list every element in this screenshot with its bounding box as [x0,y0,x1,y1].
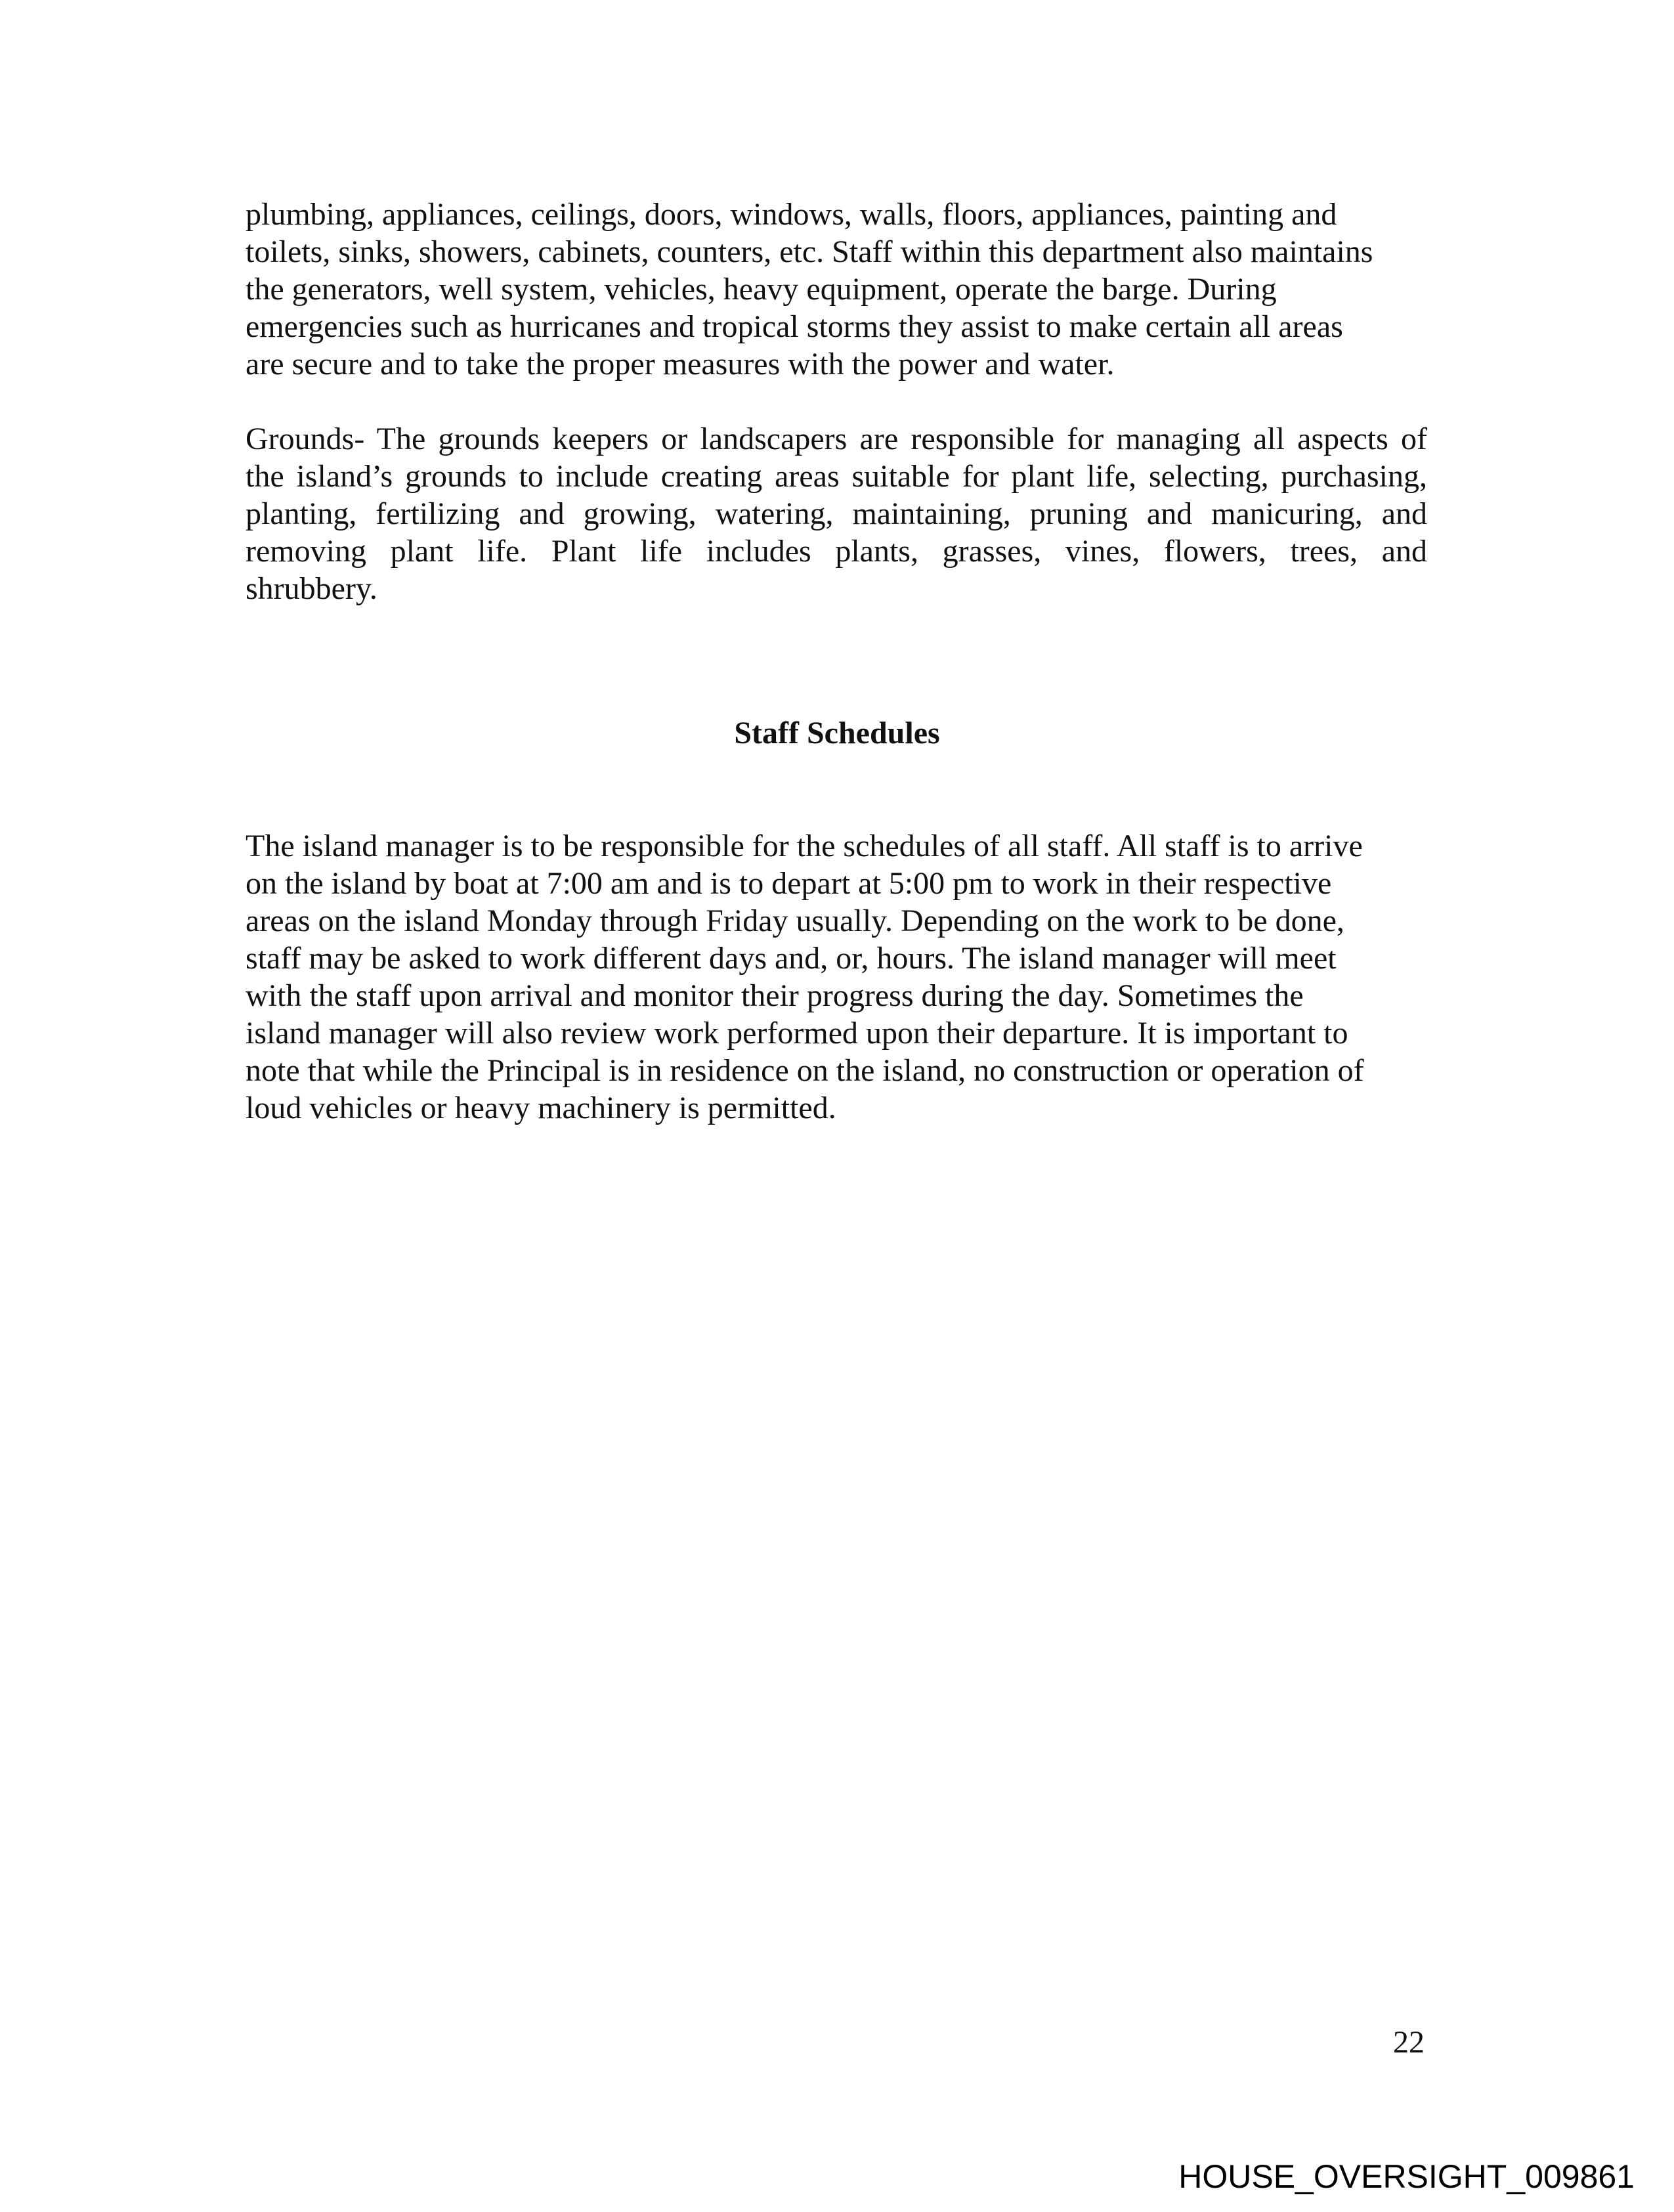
text-line: toilets, sinks, showers, cabinets, counters, etc. Staff within this department also maintains [246,234,1373,269]
text-line: loud vehicles or heavy machinery is permitted. [246,1091,836,1125]
section-heading: Staff Schedules [734,716,940,750]
text-line: plumbing, appliances, ceilings, doors, windows, walls, floors, appliances, painting and [246,197,1337,232]
text-line: areas on the island Monday through Friday usually. Depending on the work to be done, [246,903,1344,938]
text-line: on the island by boat at 7:00 am and is to depart at 5:00 pm to work in their respective [246,866,1332,901]
text-line: emergencies such as hurricanes and tropical storms they assist to make certain all areas [246,309,1343,344]
text-line: island manager will also review work performed upon their departure. It is important to [246,1016,1348,1051]
text-line: are secure and to take the proper measures with the power and water. [246,347,1115,381]
text-line: shrubbery. [246,571,377,606]
text-line: note that while the Principal is in residence on the island, no construction or operation of [246,1053,1364,1088]
text-line: the generators, well system, vehicles, heavy equipment, operate the barge. During [246,272,1277,307]
text-line: staff may be asked to work different days and, or, hours. The island manager will meet [246,941,1337,976]
text-line: The island manager is to be responsible for the schedules of all staff. All staff is to arrive [246,829,1363,863]
text-line: planting, fertilizing and growing, watering, maintaining, pruning and manicuring, and [246,496,1427,531]
text-line: removing plant life. Plant life includes plants, grasses, vines, flowers, trees, and [246,534,1427,569]
text-line: Grounds- The grounds keepers or landscapers are responsible for managing all aspects of [246,422,1427,456]
text-line: the island’s grounds to include creating areas suitable for plant life, selecting, purchasing, [246,459,1427,494]
bates-number: HOUSE_OVERSIGHT_009861 [1178,2158,1635,2195]
page-number: 22 [1393,2025,1425,2060]
text-line: with the staff upon arrival and monitor their progress during the day. Sometimes the [246,978,1304,1013]
